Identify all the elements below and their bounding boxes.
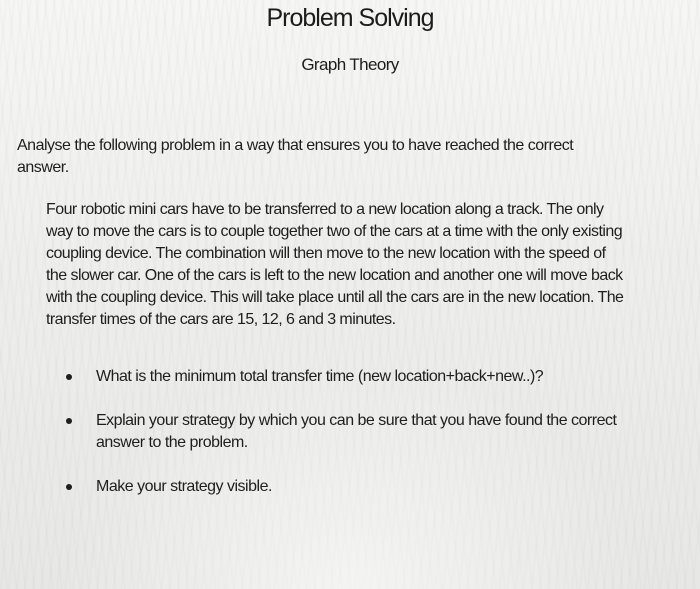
bullet-icon [66, 374, 72, 380]
list-item [66, 410, 626, 454]
bullet-icon [66, 484, 72, 490]
bullet-icon [66, 418, 72, 424]
question-text: Explain your strategy by which you can be sure that you have found the correct answer to the problem. [96, 412, 617, 451]
page-title: Problem Solving [266, 4, 434, 32]
list-item [66, 366, 626, 388]
question-text: What is the minimum total transfer time (new location+back+new..)? [96, 368, 544, 385]
problem-paragraph: Four robotic mini cars have to be transferred to a new location along a track. The only way to move the cars is to couple together two of the cars at a time with the only existing coupling device. The combination will then move to the new location with the speed of the slower car. One of the cars is left to the new location and another one will move back with the coupling device. This will take place until all the cars are in the new location. The transfer times of the cars are 15, 12, 6 and 3 minutes. [46, 201, 624, 328]
intro-paragraph: Analyse the following problem in a way that ensures you to have reached the correct answer. [17, 137, 574, 176]
question-text: Make your strategy visible. [96, 478, 272, 495]
page-subtitle: Graph Theory [301, 55, 399, 74]
list-item [66, 476, 626, 498]
question-list [66, 366, 626, 520]
